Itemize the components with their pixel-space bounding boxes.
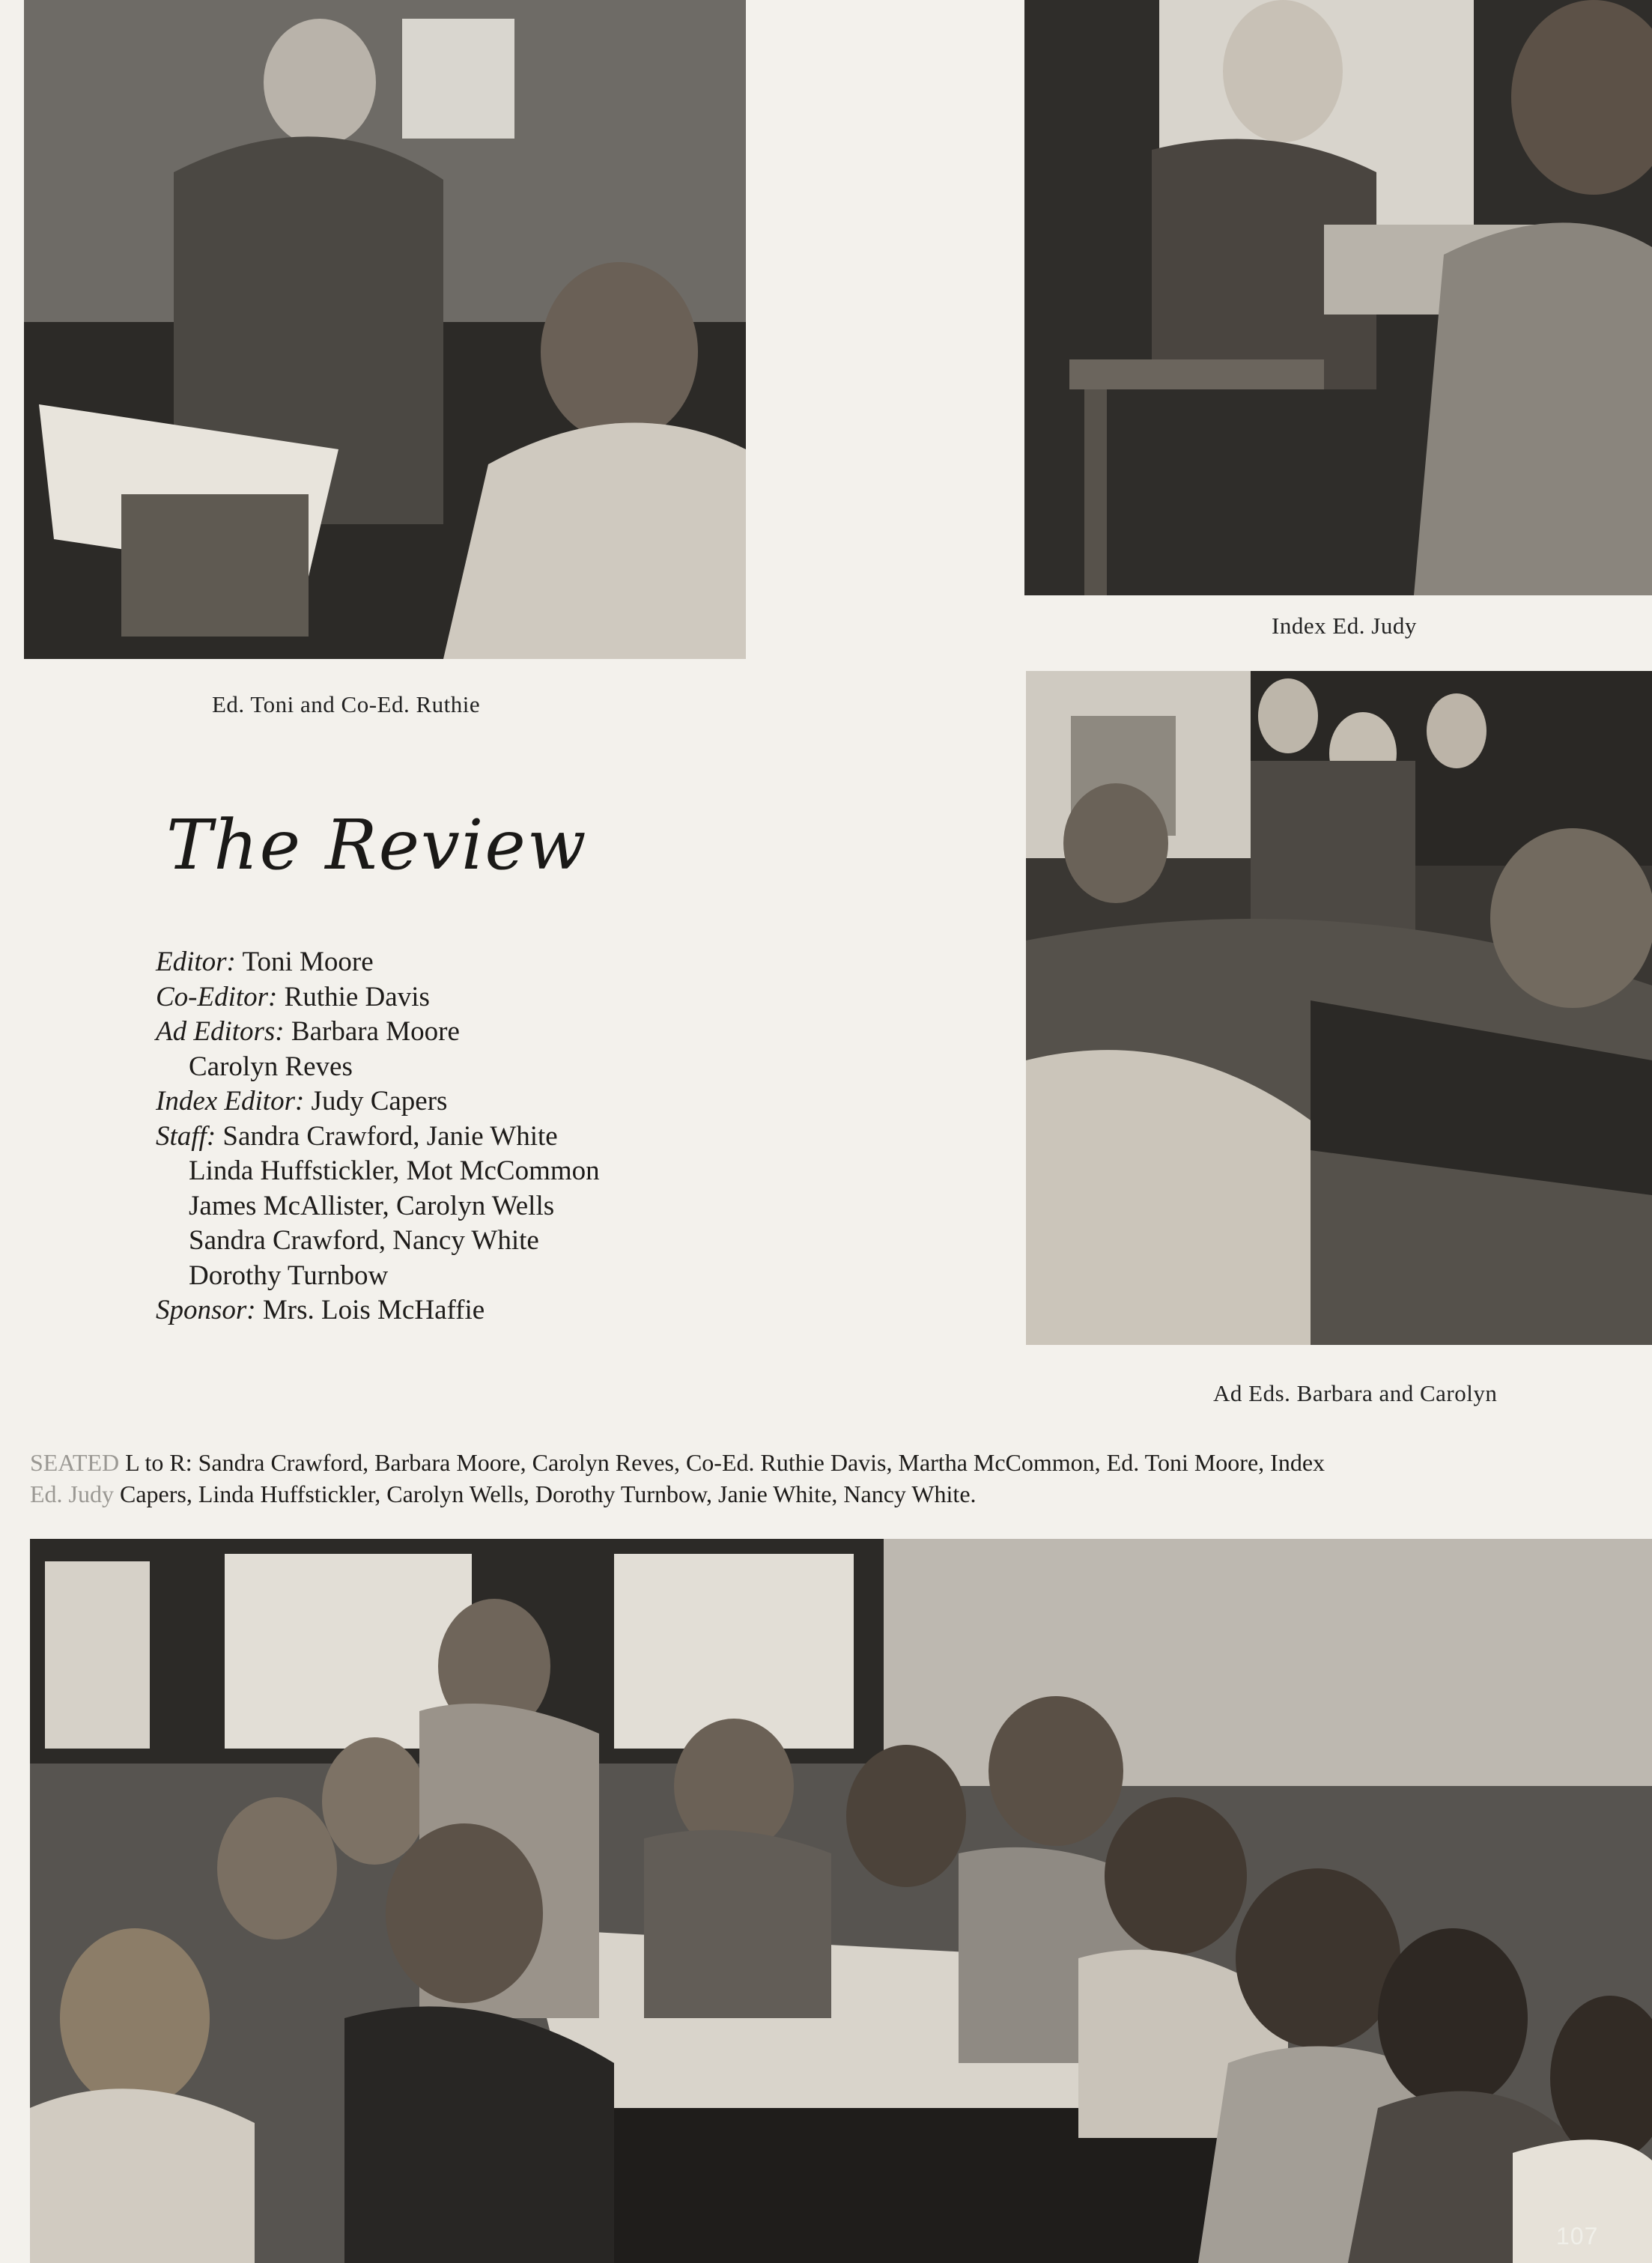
seated-caption-line1: L to R: Sandra Crawford, Barbara Moore, Carolyn Reves, Co-Ed. Ruthie Davis, Martha McCommon, Ed. Toni Moore, Index (119, 1449, 1325, 1476)
photo-index-editor (1024, 0, 1652, 595)
roster-line (156, 1293, 600, 1328)
roster-names: Ruthie Davis (284, 981, 430, 1012)
roster-names: Dorothy Turnbow (189, 1260, 389, 1291)
photo-ad-editors (1026, 671, 1652, 1345)
roster-names: Linda Huffstickler, Mot McCommon (189, 1155, 600, 1186)
roster-line (156, 1154, 600, 1189)
roster-role: Ad Editors: (156, 1016, 285, 1047)
photo-editor-and-coeditor (24, 0, 746, 659)
roster-line (156, 1189, 600, 1224)
roster-line (156, 1120, 600, 1155)
roster-names: Sandra Crawford, Nancy White (189, 1225, 539, 1256)
roster-line (156, 1015, 600, 1050)
roster-names: Barbara Moore (291, 1016, 460, 1047)
roster-role: Co-Editor: (156, 981, 278, 1012)
roster-names: Judy Capers (311, 1086, 448, 1117)
caption-ad-editors: Ad Eds. Barbara and Carolyn (1213, 1380, 1498, 1406)
roster-names: Sandra Crawford, Janie White (222, 1120, 558, 1152)
roster-names: Mrs. Lois McHaffie (262, 1295, 485, 1325)
roster-role: Editor: (156, 947, 236, 977)
photo-ad-editors-scene (1026, 671, 1652, 1345)
photo-index-editor-scene (1024, 0, 1652, 595)
seated-caption-line2: Capers, Linda Huffstickler, Carolyn Wells, Dorothy Turnbow, Janie White, Nancy White. (114, 1480, 977, 1507)
photo-editor-and-coeditor-scene (24, 0, 746, 659)
roster-names: Toni Moore (242, 947, 374, 977)
roster-line (156, 980, 600, 1015)
roster-role: Sponsor: (156, 1295, 256, 1325)
staff-roster (156, 945, 600, 1328)
roster-line (156, 1050, 600, 1085)
roster-role: Index Editor: (156, 1086, 305, 1117)
seated-caption (30, 1447, 1640, 1510)
seated-caption-lead2: Ed. Judy (30, 1480, 114, 1507)
photo-group-seated (30, 1539, 1652, 2263)
roster-names: Carolyn Reves (189, 1051, 353, 1082)
roster-line (156, 1259, 600, 1294)
roster-role: Staff: (156, 1120, 216, 1152)
photo-group-seated-scene (30, 1539, 1652, 2263)
roster-line (156, 945, 600, 980)
roster-names: James McAllister, Carolyn Wells (189, 1190, 555, 1221)
page-number: 107 (1556, 2223, 1599, 2250)
section-title: The Review (166, 805, 588, 885)
roster-line (156, 1084, 600, 1120)
roster-line (156, 1224, 600, 1259)
caption-index-editor: Index Ed. Judy (1272, 613, 1417, 639)
caption-editor-and-coeditor: Ed. Toni and Co-Ed. Ruthie (212, 691, 481, 717)
seated-caption-lead: SEATED (30, 1449, 120, 1476)
